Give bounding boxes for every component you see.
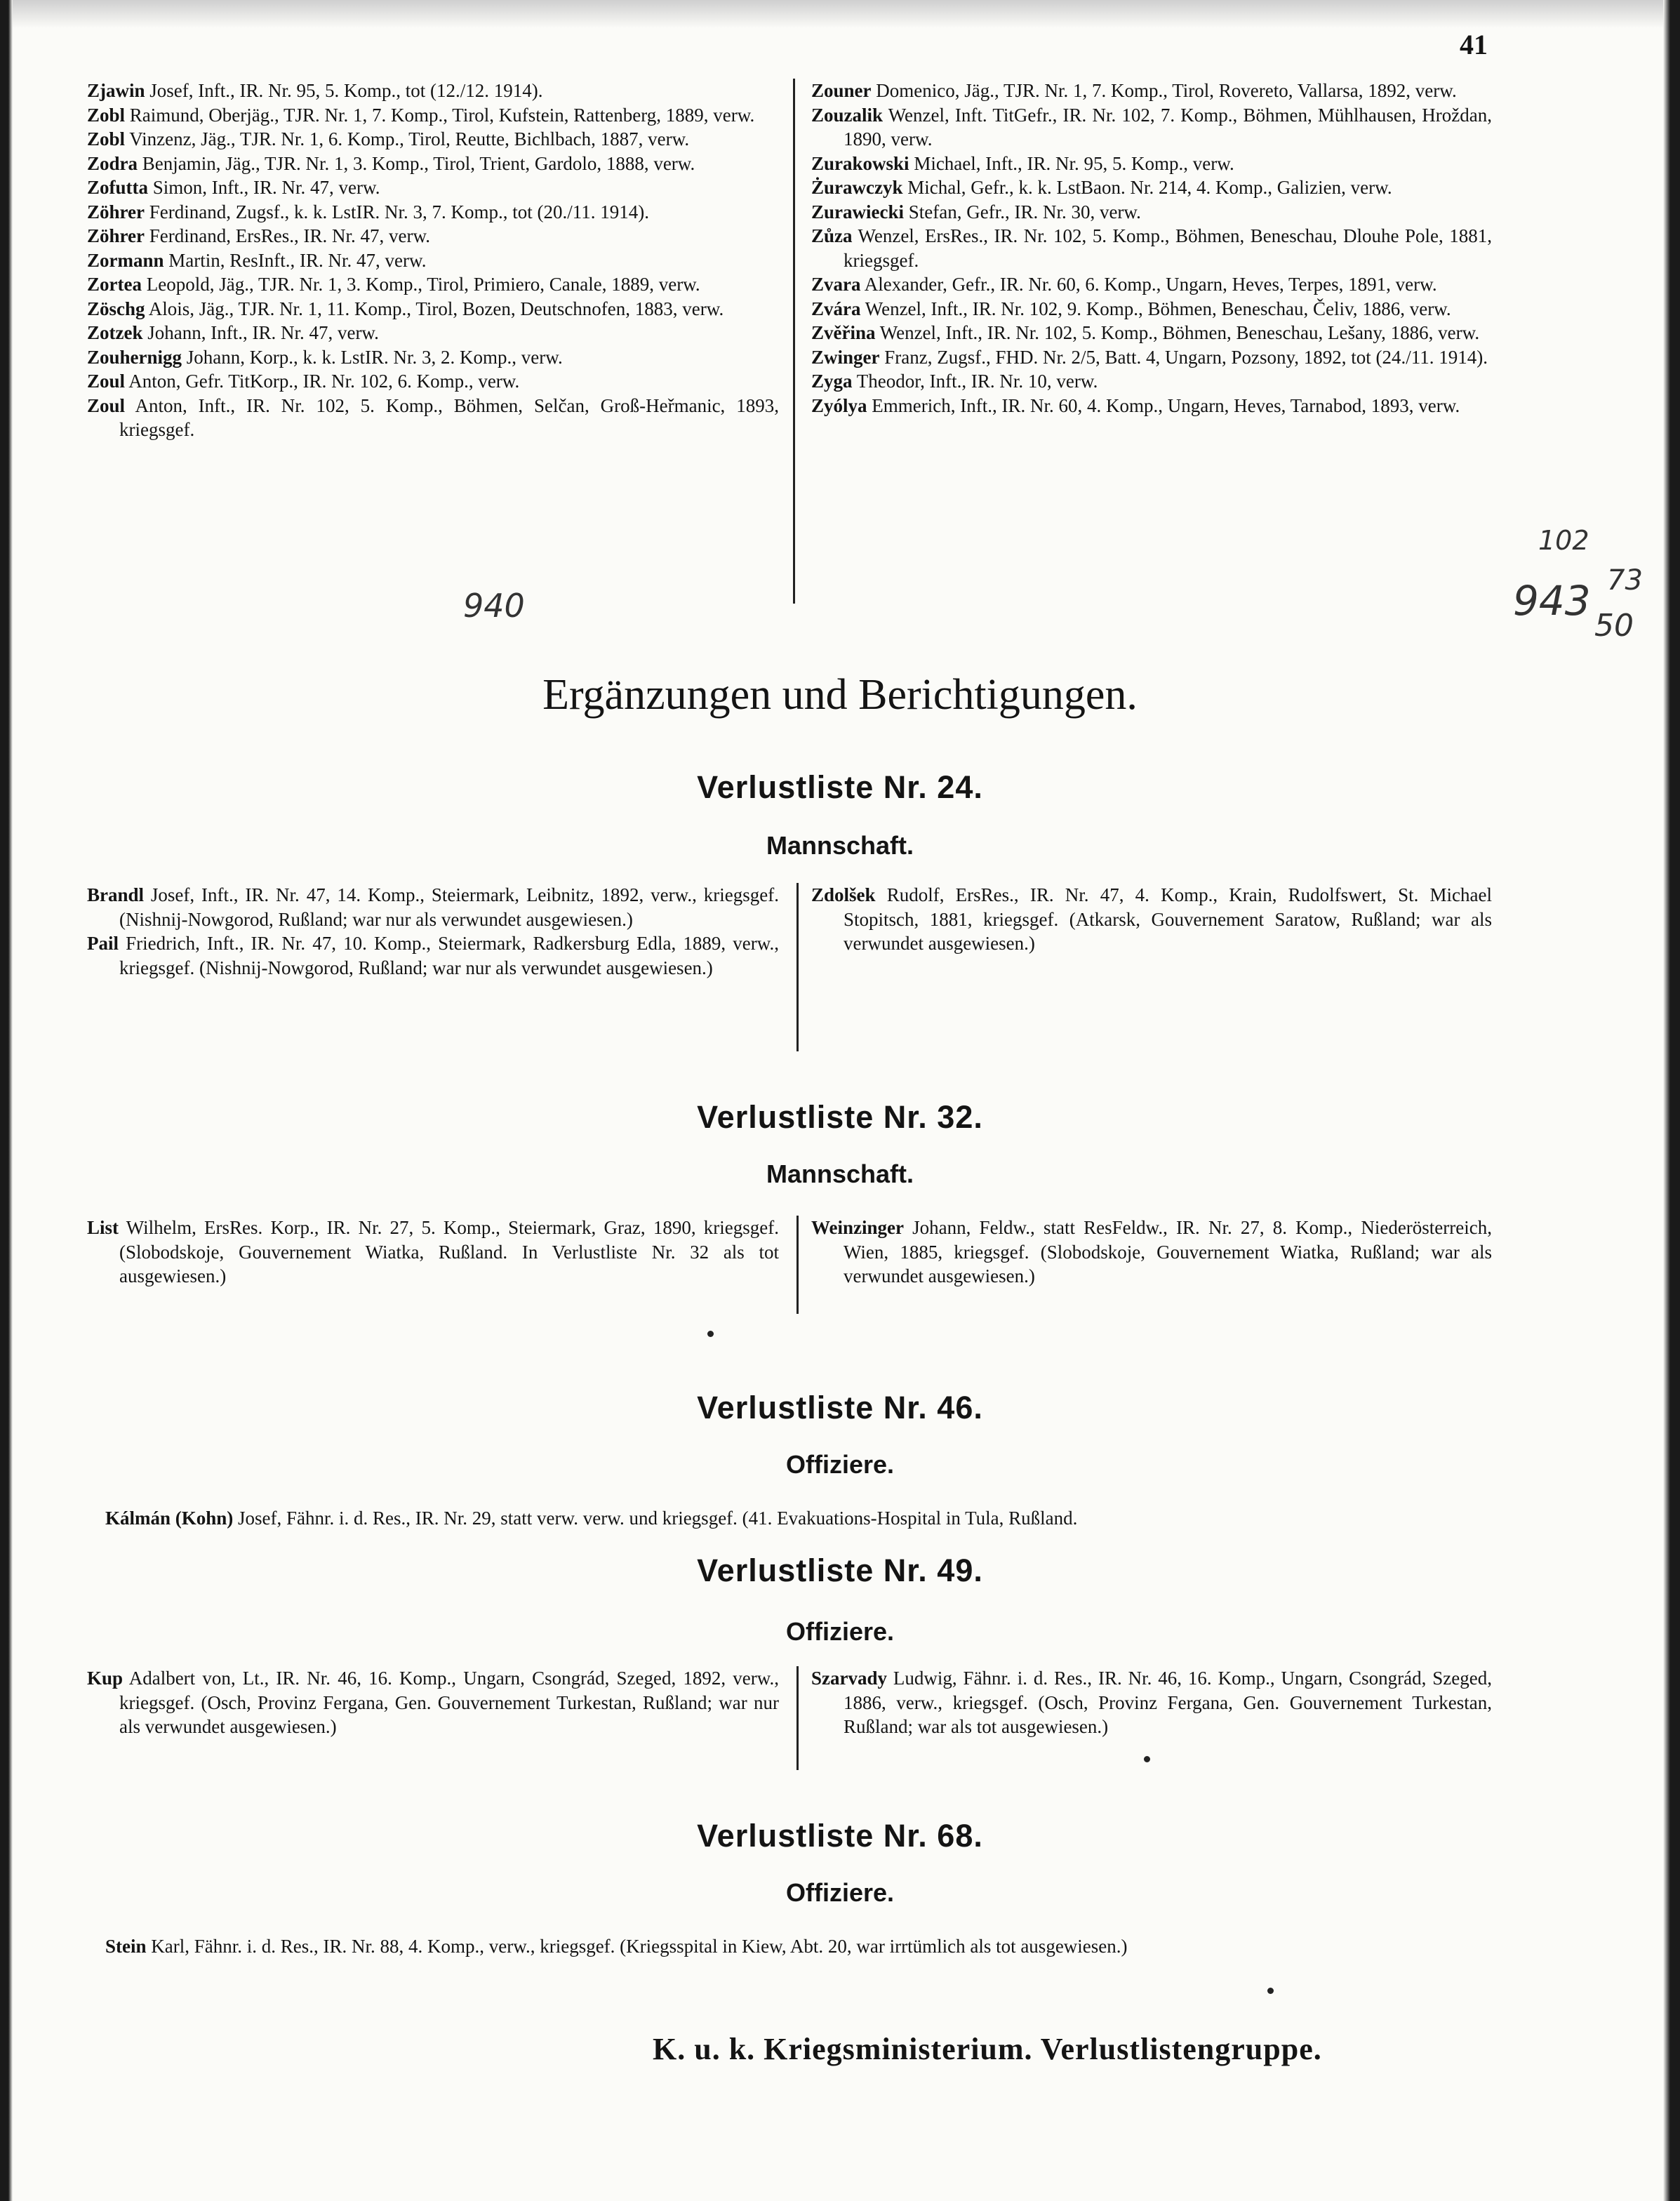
top-left-column <box>87 79 779 442</box>
casualty-entry <box>811 79 1492 103</box>
entry-details: Rudolf, ErsRes., IR. Nr. 47, 4. Komp., Krain, Rudolfswert, St. Michael Stopitsch, 1881, kriegsgef. (Atkarsk, Gouvernement Saratow, Rußland; war als verwundet ausgewiesen.) <box>844 884 1492 954</box>
entry-name: Zvěřina <box>811 322 876 343</box>
section-title-24: Verlustliste Nr. 24. <box>697 769 983 805</box>
entry-details: Leopold, Jäg., TJR. Nr. 1, 3. Komp., Tirol, Primiero, Canale, 1889, verw. <box>141 274 700 295</box>
casualty-entry <box>87 248 779 273</box>
handwritten-note-73: 73 <box>1607 564 1643 597</box>
casualty-entry <box>87 272 779 297</box>
casualty-entry <box>87 345 779 370</box>
casualty-entry <box>811 394 1492 418</box>
column-divider <box>796 1666 799 1770</box>
section-title-68: Verlustliste Nr. 68. <box>697 1818 983 1854</box>
casualty-entry <box>87 175 779 200</box>
section-68-entry <box>105 1934 1502 1958</box>
entry-details: Simon, Inft., IR. Nr. 47, verw. <box>148 177 380 198</box>
casualty-entry <box>811 345 1492 370</box>
entry-name: List <box>87 1217 119 1238</box>
entry-name: Zyólya <box>811 394 867 416</box>
casualty-entry <box>811 1666 1492 1739</box>
entry-details: Johann, Korp., k. k. LstIR. Nr. 3, 2. Komp., verw. <box>182 346 563 368</box>
entry-name: Zouhernigg <box>87 346 182 368</box>
scan-speck <box>1267 1988 1274 1994</box>
entry-name: Zouner <box>811 80 872 101</box>
page-number: 41 <box>1460 29 1488 60</box>
entry-details: Franz, Zugsf., FHD. Nr. 2/5, Batt. 4, Ungarn, Pozsony, 1892, tot (24./11. 1914). <box>879 346 1488 368</box>
entry-details: Alexander, Gefr., IR. Nr. 60, 6. Komp., Ungarn, Heves, Terpes, 1891, verw. <box>860 274 1437 295</box>
casualty-entry <box>87 127 779 152</box>
casualty-entry <box>811 152 1492 176</box>
entry-details: Josef, Inft., IR. Nr. 47, 14. Komp., Steiermark, Leibnitz, 1892, verw., kriegsgef. (Nishnij-Nowgorod, Rußland; war nur als verwundet ausgewiesen.) <box>119 884 779 930</box>
entry-name: Zoul <box>87 371 126 392</box>
column-divider <box>796 883 799 1051</box>
section-46-entry <box>105 1506 1502 1530</box>
casualty-entry <box>87 1666 779 1739</box>
entry-details: Friedrich, Inft., IR. Nr. 47, 10. Komp., Steiermark, Radkersburg Edla, 1889, verw., kriegsgef. (Nishnij-Nowgorod, Rußland; war nur als verwundet ausgewiesen.) <box>119 933 779 978</box>
handwritten-note-940: 940 <box>463 587 525 625</box>
scan-speck <box>1144 1756 1150 1762</box>
entry-details: Ferdinand, ErsRes., IR. Nr. 47, verw. <box>145 225 430 246</box>
section-32-left-column <box>87 1216 779 1289</box>
entry-name: Zormann <box>87 249 164 271</box>
entry-details: Wenzel, Inft., IR. Nr. 102, 9. Komp., Böhmen, Beneschau, Čeliv, 1886, verw. <box>860 298 1451 319</box>
entry-name: Zobl <box>87 128 126 149</box>
entry-details: Johann, Inft., IR. Nr. 47, verw. <box>142 322 379 343</box>
casualty-entry <box>87 152 779 176</box>
section-49-right-column <box>811 1666 1492 1739</box>
entry-name: Żurawczyk <box>811 177 903 198</box>
casualty-entry <box>87 1216 779 1289</box>
entry-details: Michal, Gefr., k. k. LstBaon. Nr. 214, 4. Komp., Galizien, verw. <box>902 177 1392 198</box>
entry-details: Josef, Inft., IR. Nr. 95, 5. Komp., tot (12./12. 1914). <box>145 80 543 101</box>
entry-name: Weinzinger <box>811 1217 904 1238</box>
section-subtitle-32: Mannschaft. <box>766 1159 914 1188</box>
entry-name: Zöschg <box>87 298 145 319</box>
entry-details: Ludwig, Fähnr. i. d. Res., IR. Nr. 46, 16. Komp., Ungarn, Csongrád, Szeged, 1886, verw., kriegsgef. (Osch, Provinz Fergana, Gen. Gouvernement Turkestan, Rußland; war als tot ausgewiesen.) <box>844 1668 1492 1737</box>
section-subtitle-24: Mannschaft. <box>766 831 914 860</box>
casualty-entry <box>811 1216 1492 1289</box>
section-subtitle-46: Offiziere. <box>785 1450 895 1479</box>
section-title-32: Verlustliste Nr. 32. <box>697 1099 983 1135</box>
entry-name: Zjawin <box>87 80 145 101</box>
handwritten-note-50: 50 <box>1594 608 1634 644</box>
entry-name: Kup <box>87 1668 124 1689</box>
entry-details: Benjamin, Jäg., TJR. Nr. 1, 3. Komp., Tirol, Trient, Gardolo, 1888, verw. <box>138 152 695 174</box>
casualty-entry <box>87 394 779 442</box>
entry-details: Karl, Fähnr. i. d. Res., IR. Nr. 88, 4. Komp., verw., kriegsgef. (Kriegsspital in Kiew, Abt. 20, war irrtümlich als tot ausgewiesen.) <box>146 1936 1128 1957</box>
entry-details: Michael, Inft., IR. Nr. 95, 5. Komp., verw. <box>909 152 1234 174</box>
entry-details: Josef, Fähnr. i. d. Res., IR. Nr. 29, statt verw. verw. und kriegsgef. (41. Evakuations-Hospital in Tula, Rußland. <box>233 1508 1078 1529</box>
casualty-entry <box>811 224 1492 272</box>
handwritten-note-102: 102 <box>1538 525 1589 556</box>
entry-details: Martin, ResInft., IR. Nr. 47, verw. <box>164 249 427 271</box>
entry-name: Zdolšek <box>811 884 876 905</box>
entry-name: Zöhrer <box>87 225 145 246</box>
section-32-right-column <box>811 1216 1492 1289</box>
entry-details: Ferdinand, Zugsf., k. k. LstIR. Nr. 3, 7. Komp., tot (20./11. 1914). <box>145 201 649 222</box>
entry-details: Stefan, Gefr., IR. Nr. 30, verw. <box>904 201 1141 222</box>
entry-name: Pail <box>87 933 119 954</box>
entry-details: Anton, Gefr. TitKorp., IR. Nr. 102, 6. Komp., verw. <box>125 371 520 392</box>
section-49-left-column <box>87 1666 779 1739</box>
casualty-entry <box>811 369 1492 394</box>
entry-name: Zoul <box>87 394 126 416</box>
casualty-entry <box>811 321 1492 345</box>
entry-name: Kálmán (Kohn) <box>105 1508 234 1529</box>
entry-name: Zofutta <box>87 177 148 198</box>
main-title: Ergänzungen und Berichtigungen. <box>542 671 1138 719</box>
scan-top-shadow <box>0 0 1680 28</box>
entry-details: Wenzel, ErsRes., IR. Nr. 102, 5. Komp., Böhmen, Beneschau, Dlouhe Pole, 1881, kriegsgef. <box>844 225 1492 271</box>
entry-name: Zvára <box>811 298 861 319</box>
casualty-entry <box>811 103 1492 152</box>
casualty-entry <box>87 200 779 225</box>
entry-name: Zurawiecki <box>811 201 904 222</box>
entry-name: Zvara <box>811 274 861 295</box>
entry-name: Zortea <box>87 274 142 295</box>
column-divider <box>796 1216 799 1314</box>
entry-details: Adalbert von, Lt., IR. Nr. 46, 16. Komp., Ungarn, Csongrád, Szeged, 1892, verw., kriegsgef. (Osch, Provinz Fergana, Gen. Gouvernement Turkestan, Rußland; war nur als verwundet ausgewiesen.) <box>119 1668 779 1737</box>
entry-details: Domenico, Jäg., TJR. Nr. 1, 7. Komp., Tirol, Rovereto, Vallarsa, 1892, verw. <box>871 80 1457 101</box>
entry-details: Raimund, Oberjäg., TJR. Nr. 1, 7. Komp., Tirol, Kufstein, Rattenberg, 1889, verw. <box>125 104 755 126</box>
entry-name: Zobl <box>87 104 126 126</box>
entry-details: Wilhelm, ErsRes. Korp., IR. Nr. 27, 5. Komp., Steiermark, Graz, 1890, kriegsgef. (Slobodskoje, Gouvernement Wiatka, Rußland. In Verlustliste Nr. 32 als tot ausgewiesen.) <box>119 1217 779 1286</box>
entry-details: Vinzenz, Jäg., TJR. Nr. 1, 6. Komp., Tirol, Reutte, Bichlbach, 1887, verw. <box>125 128 690 149</box>
entry-details: Wenzel, Inft. TitGefr., IR. Nr. 102, 7. Komp., Böhmen, Mühlhausen, Hroždan, 1890, verw. <box>844 104 1492 149</box>
column-divider <box>793 79 795 604</box>
section-title-49: Verlustliste Nr. 49. <box>697 1552 983 1588</box>
entry-name: Brandl <box>87 884 145 905</box>
entry-name: Szarvady <box>811 1668 887 1689</box>
entry-details: Anton, Inft., IR. Nr. 102, 5. Komp., Böhmen, Selčan, Groß-Heřmanic, 1893, kriegsgef. <box>119 394 779 440</box>
entry-details: Emmerich, Inft., IR. Nr. 60, 4. Komp., Ungarn, Heves, Tarnabod, 1893, verw. <box>867 394 1460 416</box>
section-title-46: Verlustliste Nr. 46. <box>697 1390 983 1425</box>
entry-name: Zurakowski <box>811 152 909 174</box>
casualty-entry <box>811 175 1492 200</box>
casualty-entry <box>811 272 1492 297</box>
casualty-entry <box>811 297 1492 321</box>
casualty-entry <box>87 103 779 128</box>
casualty-entry <box>87 297 779 321</box>
casualty-entry <box>811 883 1492 956</box>
section-subtitle-49: Offiziere. <box>785 1617 895 1646</box>
entry-name: Zůza <box>811 225 853 246</box>
casualty-entry <box>87 369 779 394</box>
entry-name: Zodra <box>87 152 138 174</box>
footer-ministry: K. u. k. Kriegsministerium. Verlustlistengruppe. <box>653 2032 1322 2066</box>
entry-details: Johann, Feldw., statt ResFeldw., IR. Nr. 27, 8. Komp., Niederösterreich, Wien, 1885, kriegsgef. (Slobodskoje, Gouvernement Wiatka, Rußland; war als verwundet ausgewiesen.) <box>844 1217 1492 1286</box>
entry-details: Alois, Jäg., TJR. Nr. 1, 11. Komp., Tirol, Bozen, Deutschnofen, 1883, verw. <box>145 298 724 319</box>
casualty-entry <box>87 931 779 980</box>
section-subtitle-68: Offiziere. <box>785 1878 895 1907</box>
entry-details: Theodor, Inft., IR. Nr. 10, verw. <box>852 371 1098 392</box>
entry-name: Zouzalik <box>811 104 884 126</box>
entry-name: Zwinger <box>811 346 880 368</box>
casualty-entry <box>87 321 779 345</box>
top-right-column <box>811 79 1492 418</box>
section-24-right-column <box>811 883 1492 956</box>
entry-name: Zotzek <box>87 322 143 343</box>
handwritten-note-943: 943 <box>1513 577 1591 625</box>
entry-details: Wenzel, Inft., IR. Nr. 102, 5. Komp., Böhmen, Beneschau, Lešany, 1886, verw. <box>875 322 1480 343</box>
section-24-left-column <box>87 883 779 980</box>
casualty-entry <box>87 224 779 248</box>
entry-name: Zöhrer <box>87 201 145 222</box>
scan-speck <box>707 1331 714 1337</box>
entry-name: Stein <box>105 1936 147 1957</box>
casualty-entry <box>811 200 1492 225</box>
casualty-entry <box>87 79 779 103</box>
casualty-entry <box>87 883 779 931</box>
entry-name: Zyga <box>811 371 853 392</box>
